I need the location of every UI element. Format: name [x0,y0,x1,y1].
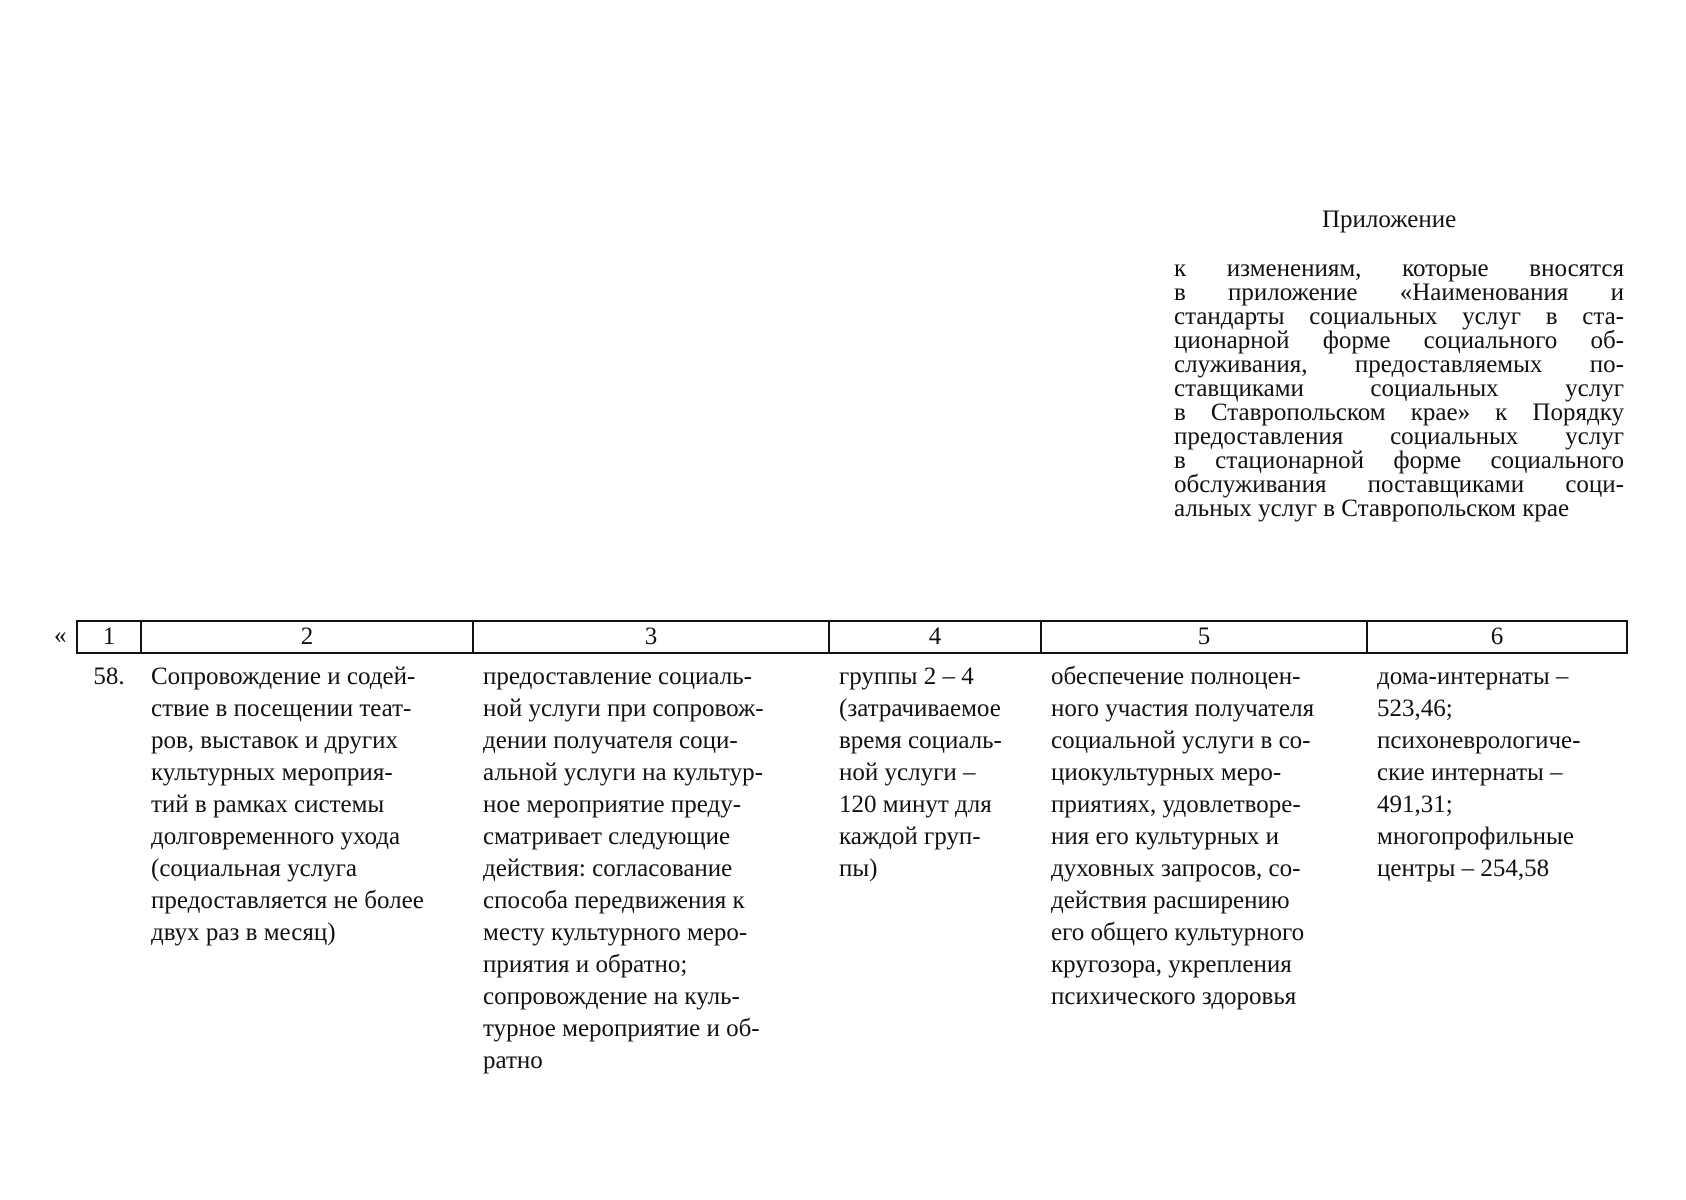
appendix-line: ставщиками социальных услуг [1174,375,1624,402]
service-purpose: обеспечение полноцен- ного участия получателя социальной услуги в со- циокультурных меро- приятиях, удовлетворе- ния его культурных и духовных запросов, со- действия расширению его общего культурного кругозора, укрепления психического здоровья [1051,663,1315,1010]
services-table [76,620,1628,1077]
column-header-6: 6 [1367,621,1627,653]
appendix-line: в Ставропольском крае» к Порядку [1174,399,1624,426]
appendix-line: обслуживания поставщиками соци- [1174,471,1624,498]
column-number-row [77,621,1627,653]
service-description-paragraph: сопровождение на куль- турное мероприятие и об- ратно [483,983,760,1074]
service-description-paragraph: предоставление социаль- ной услуги при сопровож- дении получателя соци- альной услуги на культур- ное мероприятие преду- сматривает следующие действия: согласование способа передвижения к месту культурного меро- приятия и обратно; [483,663,764,978]
appendix-line: в приложение «Наименования и [1174,279,1624,306]
column-header-2: 2 [141,621,473,653]
row-number: 58. [93,663,125,690]
appendix-line: служивания, предоставляемых по- [1174,351,1624,378]
column-header-3: 3 [473,621,829,653]
column-header-1: 1 [77,621,141,653]
appendix-caption [1174,257,1624,521]
recipient-groups: группы 2 – 4 (затрачиваемое время социаль- ной услуги – 120 минут для каждой груп- пы) [839,663,1002,882]
service-tariffs: дома-интернаты – 523,46; психоневрологиче- ские интернаты – 491,31; многопрофильные центры – 254,58 [1377,663,1581,882]
appendix-line: альных услуг в Ставропольском крае [1174,495,1570,522]
appendix-title: Приложение [1322,206,1457,233]
column-header-5: 5 [1041,621,1367,653]
column-header-4: 4 [829,621,1041,653]
appendix-line: ционарной форме социального об- [1174,327,1624,354]
appendix-line: в стационарной форме социального [1174,447,1624,474]
service-description [473,653,829,1077]
appendix-line: стандарты социальных услуг в ста- [1174,303,1624,330]
appendix-line: к изменениям, которые вносятся [1174,255,1624,282]
service-name: Сопровождение и содей- ствие в посещении теат- ров, выставок и других культурных мероприя- тий в рамках системы долговременного ухода (социальная услуга предоставляется не более двух раз в месяц) [151,663,424,946]
opening-quote: « [54,622,67,649]
table-row [77,653,1627,1077]
appendix-line: предоставления социальных услуг [1174,423,1624,450]
